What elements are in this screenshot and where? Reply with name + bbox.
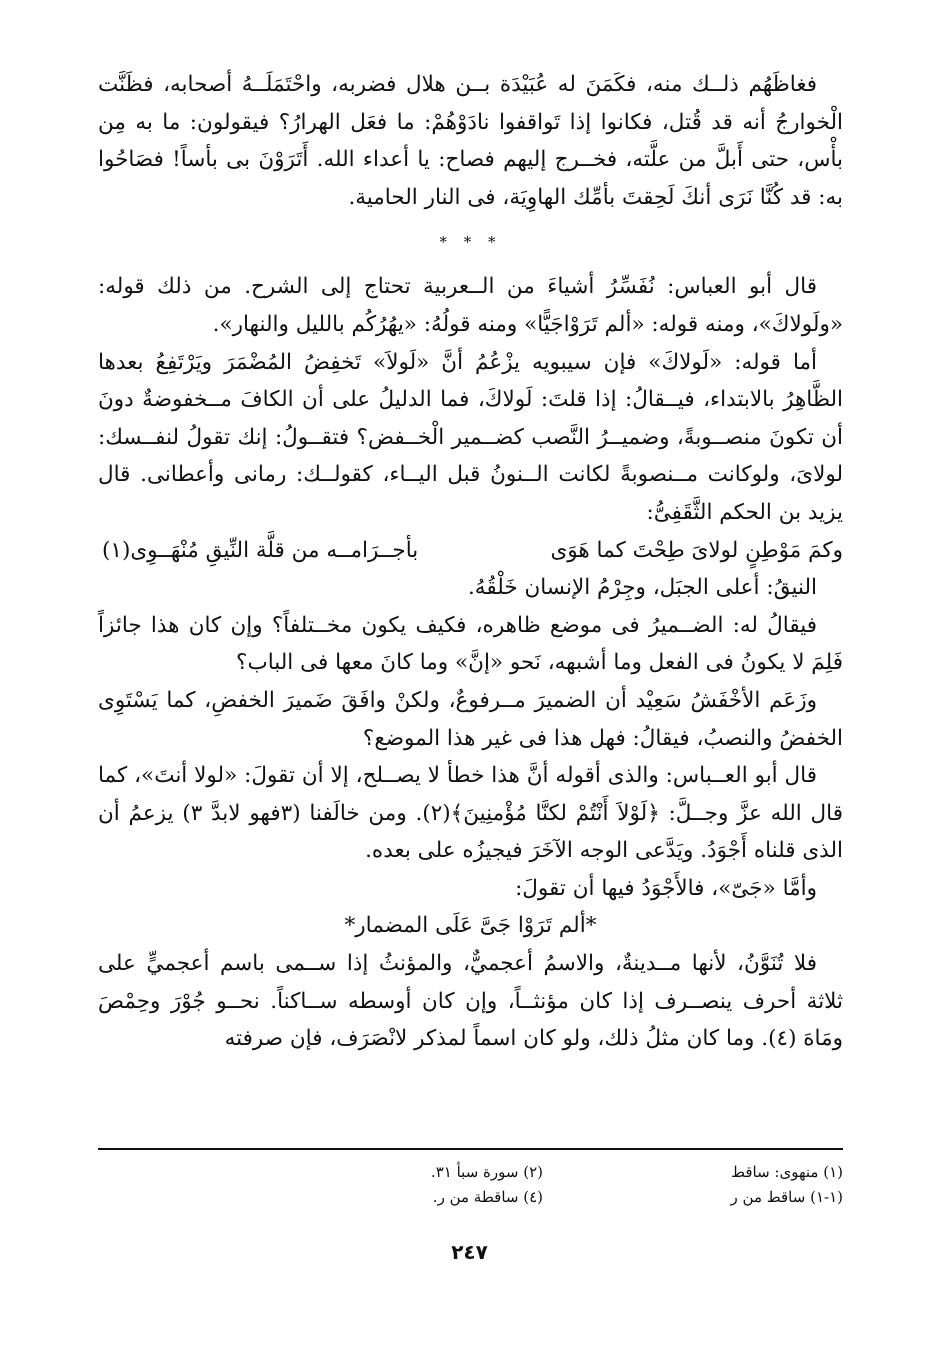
paragraph: وزَعَم الأخْفَشُ سَعِيْد أن الضميرَ مــرفوعٌ، ولكنْ وافَقَ ضَميرَ الخفضِ، كما يَسْتَوِى الخفضُ والنصبُ، فيقالُ: فهل هذا فى غير هذا الموضع؟: [98, 687, 843, 751]
footnote: (٤) ساقطة من ر.: [432, 1188, 543, 1206]
paragraph: قال أبو العباس: نُفَسِّرُ أشياءَ من الــعربية تحتاج إلى الشرح. من ذلك قوله: «ولَولاكَ»، ومنه قوله: «ألم تَرَوْاجَيًّا» ومنه قولُهُ: «يهُرُكُم بالليل والنهار».: [98, 274, 843, 337]
footnote-row: [240, 1185, 843, 1210]
paragraph: فيقالُ له: الضــميرُ فى موضع ظاهره، فكيف يكون مخــتلفاً؟ وإن كان هذا جائزاً فَلِمَ لا يكونُ فى الفعل وما أشبهه، نَحو «إنَّ» وما كانَ معها فى الباب؟: [98, 612, 843, 676]
footnote-divider: [98, 1148, 843, 1150]
paragraph: أما قوله: «لَولاكَ» فإن سيبويه يزْعُمُ أنَّ «لَولاَ» تَخفِضُ المُضْمَرَ ويَرْتَفِعُ بعدها الظَّاهِرُ بالابتداء، فيــقالُ: إذا قلتَ: لَولاكَ، فما الدليلُ على أن الكافَ مــخفوضةٌ دونَ أن تكونَ منصــوبةً، وضميــرُ النَّصب كضــمير الْخــفض؟ فتقــولُ: إنك تقولُ لنفــسك: لولاىَ، ولوكانت مــنصوبةً لكانت الــنونُ قبل اليــاء، كقولــك: رمانى وأعطانى. قال يزيد بن الحكم الثَّقَفِىُّ:: [98, 349, 843, 525]
footnotes: [240, 1160, 843, 1210]
section-separator: * * *: [439, 233, 502, 252]
paragraph: قال أبو العــباس: والذى أقوله أنَّ هذا خطأ لا يصــلح، إلا أن تقولَ: «لولا أنتَ»، كما قال الله عزَّ وجــلَّ: ﴿لَوْلاَ أَنْتُمْ لكنَّا مُؤْمنِينَ﴾(٢). ومن خالَفنا (٣فهو لابدَّ ٣) يزعمُ أن الذى قلناه أَجْوَدُ. ويَدَّعى الوجه الآخَرَ فيجيزُه على بعده.: [98, 763, 843, 864]
paragraph: النيقُ: أعلى الجبَل، وجِرْمُ الإنسان خَلْقُهُ.: [467, 575, 817, 601]
footnote: (٢) سورة سبأ ٣١.: [430, 1163, 543, 1181]
paragraph: فلا تُنَوَّنُ، لأنها مــدينةٌ، والاسمُ أعجميٌّ، والمؤنثُ إذا ســمى باسم أعجميٍّ على ثلاثة أحرف ينصــرف إذا كان مؤنثــاً، وإن كان أوسطه ســاكناً. نحــو جُوْرَ وحِمْصَ ومَاهَ (٤). وما كان مثلُ ذلك، ولو كان اسماً لمذكر لانْصَرَف، فإن صرفته: [98, 951, 843, 1052]
verse-hemistich-second: بأجــرَامــه من قلَّة النِّيقِ مُنْهَــوِى(١): [102, 537, 419, 563]
footnote: (١) منهوى: ساقط: [731, 1163, 843, 1181]
verse-hemistich-first: وكمَ مَوْطِنٍ لولاىَ طِحْتَ كما هَوَى: [550, 537, 843, 563]
paragraph: وأمَّا «جَىّ»، فالأَجْوَدُ فيها أن تقولَ:: [515, 875, 817, 901]
main-text: [98, 66, 843, 1058]
footnote-row: [240, 1160, 843, 1185]
footnote: (١-١) ساقط من ر: [730, 1188, 843, 1206]
poetry-verse: [98, 532, 843, 570]
paragraph: فغاظَهُم ذلــك منه، فكَمَنَ له عُبَيْدَة بــن هلال فضربه، واحْتَمَلَــهُ أصحابه، فظَنَّت الْخوارجُ أنه قد قُتل، فكانوا إذا تَواقفوا نادَوْهُمْ: ما فعَل الهرارُ؟ فيقولون: ما به مِن بأْس، حتى أَبلَّ من علَّته، فخــرج إليهم فصاح: يا أعداء الله. أَتَرَوْنَ بى بأساً! فصَاحُوا به: قد كُنَّا نَرَى أنكَ لَحِقتَ بأمِّك الهاوِيَة، فى النار الحامية.: [98, 72, 843, 210]
page-number: ٢٤٧: [451, 1240, 488, 1264]
quoted-verse-line: *ألم تَرَوْا جَىَّ عَلَى المضمار*: [344, 913, 597, 939]
